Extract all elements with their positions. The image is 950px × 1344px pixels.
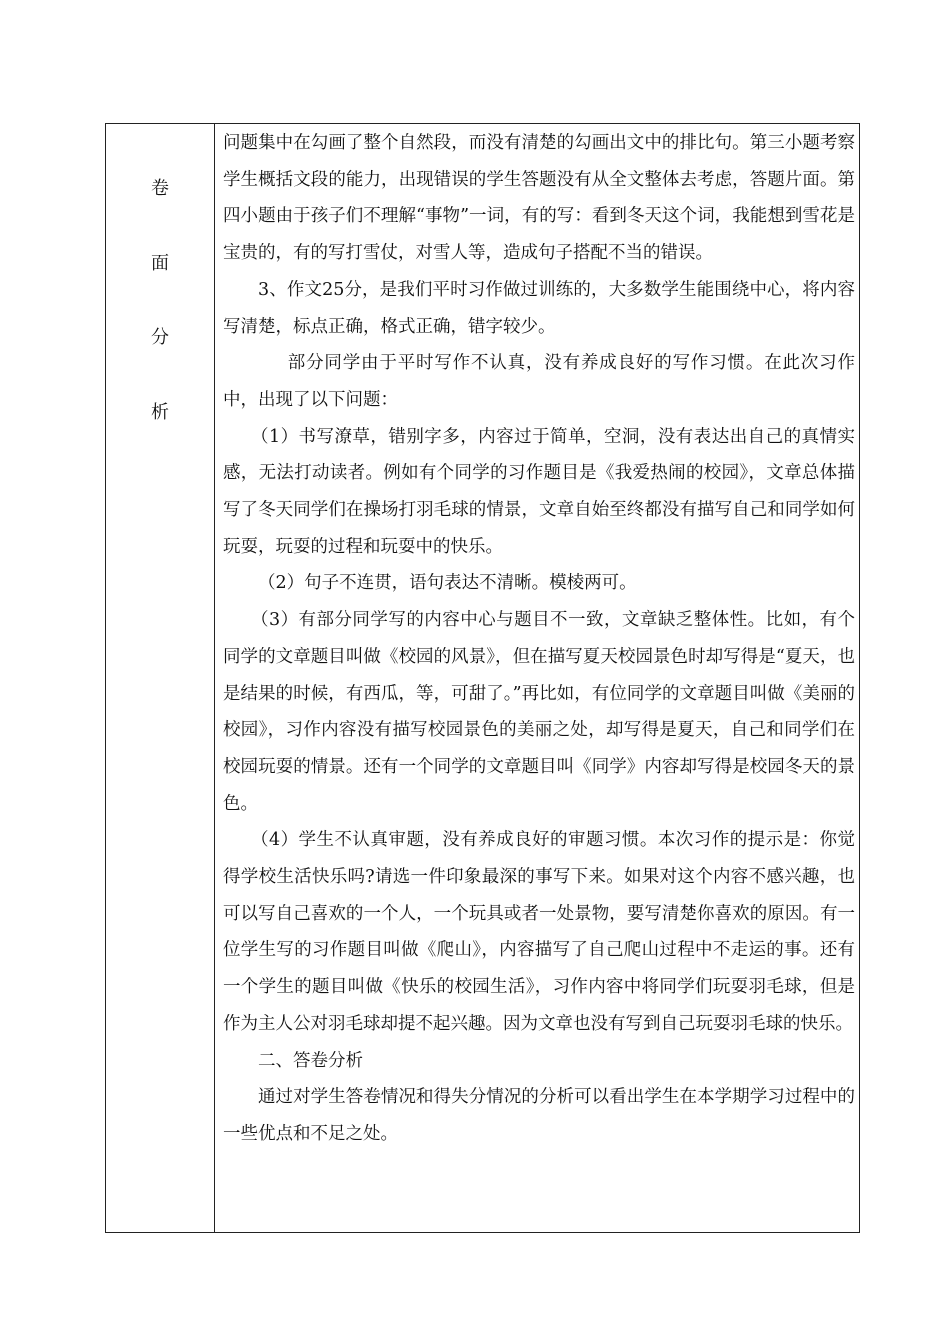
side-label-char: 析 (151, 402, 169, 423)
side-label-char: 卷 (151, 178, 169, 199)
paragraph-question-issues: 问题集中在勾画了整个自然段，而没有清楚的勾画出文中的排比句。第三小题考察学生概括文段的能力，出现错误的学生答题没有从全文整体去考虑，答题片面。第四小题由于孩子们不理解“事物”一词，有的写：看到冬天这个词，我能想到雪花是宝贵的，有的写打雪仗，对雪人等，造成句子搭配不当的错误。 (223, 133, 855, 264)
paragraph-problem-3: （3）有部分同学写的内容中心与题目不一致，文章缺乏整体性。比如，有个同学的文章题目叫做《校园的风景》，但在描写夏天校园景色时却写得是“夏天，也是结果的时候，有西瓜，等，可甜了。”再比如，有位同学的文章题目叫做《美丽的校园》，习作内容没有描写校园景色的美丽之处，却写得是夏天，自己和同学们在校园玩耍的情景。还有一个同学的文章题目叫《同学》内容却写得是校园冬天的景色。 (223, 610, 855, 814)
paragraph-writing-habits: 部分同学由于平时写作不认真，没有养成良好的写作习惯。在此次习作中，出现了以下问题： (223, 353, 855, 410)
side-label-char: 分 (151, 327, 169, 348)
paragraph-problem-4: （4）学生不认真审题，没有养成良好的审题习惯。本次习作的提示是：你觉得学校生活快乐吗?请选一件印象最深的事写下来。如果对这个内容不感兴趣，也可以写自己喜欢的一个人，一个玩具或者一处景物，要写清楚你喜欢的原因。有一位学生写的习作题目叫做《爬山》，内容描写了自己爬山过程中不走运的事。还有一个学生的题目叫做《快乐的校园生活》，习作内容中将同学们玩耍羽毛球，但是作为主人公对羽毛球却提不起兴趣。因为文章也没有写到自己玩耍羽毛球的快乐。 (223, 830, 855, 1034)
paragraph-problem-1: （1）书写潦草，错别字多，内容过于简单，空洞，没有表达出自己的真情实感，无法打动读者。例如有个同学的习作题目是《我爱热闹的校园》，文章总体描写了冬天同学们在操场打羽毛球的情景，文章自始至终都没有描写自己和同学如何玩耍，玩耍的过程和玩耍中的快乐。 (223, 426, 855, 557)
analysis-table (105, 123, 860, 1233)
paragraph-answer-analysis: 通过对学生答卷情况和得失分情况的分析可以看出学生在本学期学习过程中的一些优点和不足之处。 (223, 1087, 855, 1144)
analysis-content (223, 125, 855, 1153)
section-heading-answer-analysis: 二、答卷分析 (258, 1050, 363, 1071)
column-divider (214, 124, 215, 1232)
side-label-char: 面 (151, 253, 169, 274)
paragraph-problem-2: （2）句子不连贯，语句表达不清晰。模棱两可。 (258, 573, 637, 594)
paragraph-composition-score: 3、作文25分，是我们平时习作做过训练的，大多数学生能围绕中心，将内容写清楚，标点正确，格式正确，错字较少。 (223, 279, 855, 337)
side-label-column (106, 124, 214, 1232)
